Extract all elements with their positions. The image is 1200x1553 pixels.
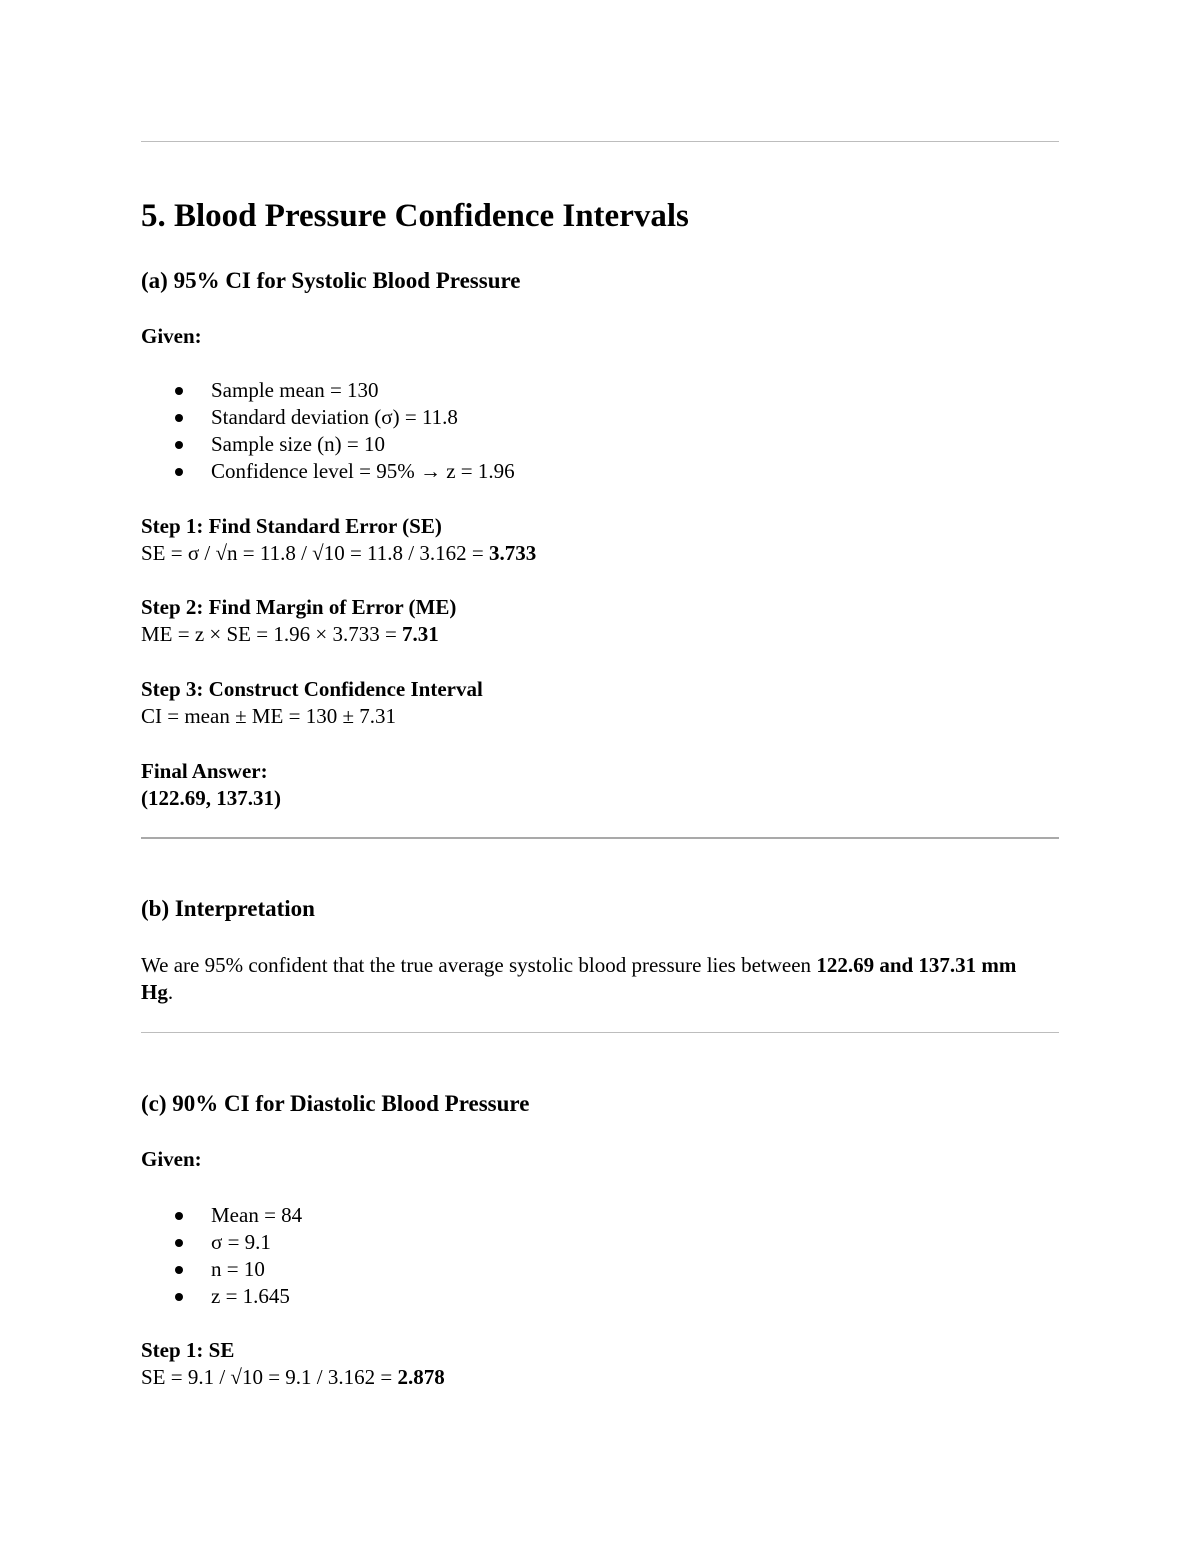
top-divider [141,141,1059,142]
list-item: n = 10 [141,1256,302,1283]
list-item: σ = 9.1 [141,1229,302,1256]
part-a-step3-formula: CI = mean ± ME = 130 ± 7.31 [141,704,396,728]
bullet-icon [175,1212,183,1220]
part-c-step1-heading: Step 1: SE [141,1338,235,1362]
bullet-icon [175,414,183,422]
list-item: Standard deviation (σ) = 11.8 [141,404,515,431]
part-c-given-label: Given: [141,1147,202,1171]
part-a-step2-heading: Step 2: Find Margin of Error (ME) [141,595,457,619]
part-a-final-label: Final Answer: [141,759,268,783]
section-divider-a [141,837,1059,839]
part-a-step2-result: 7.31 [402,622,439,646]
page-title: 5. Blood Pressure Confidence Intervals [141,198,689,234]
part-a-given-list [141,377,515,485]
part-b-heading: (b) Interpretation [141,896,315,921]
bullet-icon [175,1239,183,1247]
bullet-icon [175,1266,183,1274]
bullet-icon [175,387,183,395]
part-b-interpretation: We are 95% confident that the true average systolic blood pressure lies between 122.69 and 137.31 mm Hg. [141,953,1017,1004]
list-item: Confidence level = 95% → z = 1.96 [141,458,515,485]
part-a-step2-formula: ME = z × SE = 1.96 × 3.733 = 7.31 [141,622,439,646]
list-item: z = 1.645 [141,1283,302,1310]
part-b-interval: 122.69 and 137.31 mm Hg [141,953,1017,1004]
part-a-step1-result: 3.733 [488,541,537,565]
part-a-final-value: (122.69, 137.31) [141,786,281,810]
list-item: Mean = 84 [141,1202,302,1229]
part-a-heading: (a) 95% CI for Systolic Blood Pressure [141,268,521,293]
part-c-step1-result: 2.878 [397,1365,445,1389]
part-c-step1-formula: SE = 9.1 / √10 = 9.1 / 3.162 = 2.878 [141,1365,445,1389]
part-c-heading: (c) 90% CI for Diastolic Blood Pressure [141,1091,530,1116]
part-a-given-label: Given: [141,324,202,348]
part-c-given-list [141,1202,302,1310]
part-a-step1-heading: Step 1: Find Standard Error (SE) [141,514,442,538]
bullet-icon [175,1293,183,1301]
section-divider-b [141,1032,1059,1033]
list-item: Sample size (n) = 10 [141,431,515,458]
part-a-step3-heading: Step 3: Construct Confidence Interval [141,677,483,701]
bullet-icon [175,441,183,449]
list-item: Sample mean = 130 [141,377,515,404]
bullet-icon [175,468,183,476]
part-a-step1-formula: SE = σ / √n = 11.8 / √10 = 11.8 / 3.162 = 3.733 [141,541,537,565]
